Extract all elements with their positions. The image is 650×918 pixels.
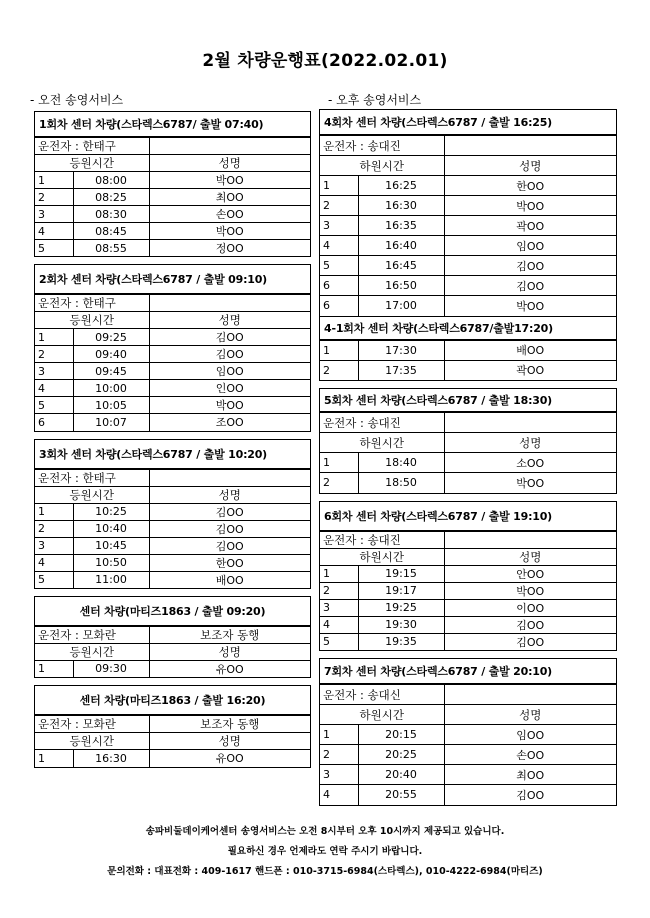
row-number: 1: [35, 750, 73, 767]
driver-name: 운전자 : 한태구: [35, 138, 149, 155]
schedule-block: [319, 316, 617, 382]
pickup-time: 10:50: [73, 554, 149, 571]
pickup-time: 08:55: [73, 240, 149, 257]
passenger-name: 손OO: [444, 745, 616, 765]
footer: [0, 822, 650, 882]
driver-name: 운전자 : 송대진: [320, 531, 444, 548]
row-number: 6: [320, 296, 358, 316]
passenger-name: 임OO: [444, 236, 616, 256]
schedule-block-title: 4회차 센터 차량(스타렉스6787 / 출발 16:25): [320, 110, 616, 135]
name-column-header: 성명: [149, 733, 310, 750]
passenger-name: 정OO: [149, 240, 310, 257]
table-row: [35, 206, 310, 223]
pickup-time: 17:30: [358, 340, 444, 360]
table-row: [35, 414, 310, 431]
pickup-time: 10:25: [73, 503, 149, 520]
row-number: 3: [35, 537, 73, 554]
row-number: 4: [320, 616, 358, 633]
schedule-table: [320, 531, 616, 651]
passenger-name: 박OO: [149, 172, 310, 189]
schedule-block-title: 3회차 센터 차량(스타렉스6787 / 출발 10:20): [35, 440, 310, 469]
row-number: 3: [320, 765, 358, 785]
table-row: [35, 172, 310, 189]
schedule-block: [319, 388, 617, 494]
pickup-time: 20:40: [358, 765, 444, 785]
pickup-time: 08:25: [73, 189, 149, 206]
row-number: 1: [35, 660, 73, 677]
schedule-block-title: 5회차 센터 차량(스타렉스6787 / 출발 18:30): [320, 389, 616, 412]
row-number: 2: [320, 745, 358, 765]
passenger-name: 김OO: [444, 616, 616, 633]
pickup-time: 16:50: [358, 276, 444, 296]
pickup-time: 08:45: [73, 223, 149, 240]
schedule-block-title: 센터 차량(마티즈1863 / 출발 16:20): [35, 686, 310, 715]
driver-name: 운전자 : 모화란: [35, 626, 149, 643]
row-number: 3: [35, 363, 73, 380]
header-row: [320, 156, 616, 176]
driver-name: 운전자 : 송대신: [320, 685, 444, 705]
table-row: [35, 329, 310, 346]
schedule-block: [319, 109, 617, 316]
assistant-note: [444, 136, 616, 156]
passenger-name: 곽OO: [444, 360, 616, 380]
row-number: 2: [35, 346, 73, 363]
pickup-time: 19:15: [358, 565, 444, 582]
time-column-header: 등원시간: [35, 643, 149, 660]
passenger-name: 김OO: [149, 520, 310, 537]
table-row: [35, 363, 310, 380]
row-number: 5: [320, 633, 358, 650]
table-row: [320, 616, 616, 633]
time-column-header: 등원시간: [35, 155, 149, 172]
pickup-time: 19:25: [358, 599, 444, 616]
passenger-name: 박OO: [444, 582, 616, 599]
table-row: [320, 216, 616, 236]
row-number: 3: [320, 216, 358, 236]
schedule-block: [34, 685, 311, 768]
table-row: [320, 276, 616, 296]
table-row: [35, 537, 310, 554]
row-number: 4: [35, 554, 73, 571]
afternoon-schedule-column: [319, 109, 617, 813]
row-number: 2: [320, 360, 358, 380]
passenger-name: 김OO: [149, 503, 310, 520]
schedule-block: [34, 439, 311, 589]
passenger-name: 곽OO: [444, 216, 616, 236]
driver-name: 운전자 : 모화란: [35, 716, 149, 733]
header-row: [35, 733, 310, 750]
name-column-header: 성명: [444, 548, 616, 565]
name-column-header: 성명: [444, 156, 616, 176]
pickup-time: 10:40: [73, 520, 149, 537]
pickup-time: 09:40: [73, 346, 149, 363]
table-row: [35, 240, 310, 257]
row-number: 2: [320, 196, 358, 216]
pickup-time: 10:07: [73, 414, 149, 431]
pickup-time: 16:35: [358, 216, 444, 236]
pickup-time: 16:40: [358, 236, 444, 256]
pickup-time: 10:45: [73, 537, 149, 554]
passenger-name: 소OO: [444, 453, 616, 473]
row-number: 4: [320, 236, 358, 256]
schedule-table: [320, 412, 616, 493]
page-title: 2월 차량운행표(2022.02.01): [202, 51, 448, 71]
passenger-name: 박OO: [444, 473, 616, 493]
passenger-name: 박OO: [444, 296, 616, 316]
table-row: [320, 236, 616, 256]
row-number: 1: [320, 565, 358, 582]
pickup-time: 19:30: [358, 616, 444, 633]
table-row: [35, 380, 310, 397]
schedule-table: [35, 294, 310, 431]
pickup-time: 19:17: [358, 582, 444, 599]
driver-row: [35, 716, 310, 733]
pickup-time: 18:40: [358, 453, 444, 473]
table-row: [35, 660, 310, 677]
table-row: [35, 346, 310, 363]
table-row: [320, 725, 616, 745]
schedule-table: [320, 135, 616, 316]
row-number: 1: [320, 725, 358, 745]
pickup-time: 08:00: [73, 172, 149, 189]
time-column-header: 하원시간: [320, 433, 444, 453]
passenger-name: 박OO: [149, 223, 310, 240]
header-row: [320, 548, 616, 565]
driver-name: 운전자 : 한태구: [35, 295, 149, 312]
driver-row: [35, 295, 310, 312]
row-number: 5: [35, 571, 73, 588]
row-number: 3: [35, 206, 73, 223]
passenger-name: 김OO: [444, 276, 616, 296]
row-number: 5: [35, 240, 73, 257]
passenger-name: 김OO: [149, 329, 310, 346]
passenger-name: 이OO: [444, 599, 616, 616]
table-row: [35, 554, 310, 571]
pickup-time: 17:35: [358, 360, 444, 380]
passenger-name: 손OO: [149, 206, 310, 223]
assistant-note: [149, 138, 310, 155]
row-number: 2: [35, 189, 73, 206]
schedule-block-title: 6회차 센터 차량(스타렉스6787 / 출발 19:10): [320, 502, 616, 531]
pickup-time: 16:30: [358, 196, 444, 216]
morning-schedule-column: [34, 111, 311, 775]
table-row: [320, 473, 616, 493]
name-column-header: 성명: [149, 312, 310, 329]
row-number: 3: [320, 599, 358, 616]
pickup-time: 09:25: [73, 329, 149, 346]
time-column-header: 등원시간: [35, 312, 149, 329]
table-row: [320, 745, 616, 765]
schedule-block: [319, 658, 617, 806]
driver-row: [320, 413, 616, 433]
schedule-table: [320, 340, 616, 381]
name-column-header: 성명: [444, 705, 616, 725]
name-column-header: 성명: [149, 643, 310, 660]
pickup-time: 11:00: [73, 571, 149, 588]
row-number: 1: [35, 172, 73, 189]
pickup-time: 08:30: [73, 206, 149, 223]
assistant-note: [149, 469, 310, 486]
pickup-time: 20:55: [358, 785, 444, 805]
assistant-note: 보조자 동행: [149, 626, 310, 643]
table-row: [35, 503, 310, 520]
morning-section-label: - 오전 송영서비스: [30, 93, 124, 107]
assistant-note: [149, 295, 310, 312]
passenger-name: 안OO: [444, 565, 616, 582]
row-number: 4: [320, 785, 358, 805]
schedule-table: [35, 715, 310, 767]
pickup-time: 16:45: [358, 256, 444, 276]
passenger-name: 한OO: [444, 176, 616, 196]
driver-row: [320, 136, 616, 156]
header-row: [35, 486, 310, 503]
driver-name: 운전자 : 송대진: [320, 413, 444, 433]
pickup-time: 20:25: [358, 745, 444, 765]
header-row: [320, 433, 616, 453]
row-number: 2: [35, 520, 73, 537]
driver-row: [35, 626, 310, 643]
passenger-name: 김OO: [444, 256, 616, 276]
passenger-name: 배OO: [444, 340, 616, 360]
table-row: [320, 453, 616, 473]
pickup-time: 09:45: [73, 363, 149, 380]
schedule-block: [34, 596, 311, 679]
time-column-header: 등원시간: [35, 733, 149, 750]
pickup-time: 10:05: [73, 397, 149, 414]
schedule-block: [34, 264, 311, 432]
pickup-time: 10:00: [73, 380, 149, 397]
row-number: 1: [320, 176, 358, 196]
passenger-name: 김OO: [149, 537, 310, 554]
assistant-note: [444, 531, 616, 548]
name-column-header: 성명: [444, 433, 616, 453]
table-row: [320, 360, 616, 380]
time-column-header: 하원시간: [320, 548, 444, 565]
table-row: [320, 296, 616, 316]
driver-row: [320, 685, 616, 705]
footer-phone-numbers: 문의전화 : 대표전화 : 409-1617 핸드폰 : 010-3715-6984(스타렉스), 010-4222-6984(마티즈): [107, 866, 543, 877]
table-row: [320, 599, 616, 616]
pickup-time: 16:30: [73, 750, 149, 767]
schedule-table: [35, 469, 310, 588]
assistant-note: [444, 413, 616, 433]
schedule-block-title: 센터 차량(마티즈1863 / 출발 09:20): [35, 597, 310, 626]
table-row: [320, 256, 616, 276]
table-row: [320, 785, 616, 805]
row-number: 4: [35, 223, 73, 240]
passenger-name: 조OO: [149, 414, 310, 431]
assistant-note: [444, 685, 616, 705]
table-row: [320, 196, 616, 216]
table-row: [35, 189, 310, 206]
passenger-name: 김OO: [444, 633, 616, 650]
row-number: 1: [320, 453, 358, 473]
name-column-header: 성명: [149, 155, 310, 172]
pickup-time: 18:50: [358, 473, 444, 493]
pickup-time: 20:15: [358, 725, 444, 745]
row-number: 2: [320, 473, 358, 493]
pickup-time: 09:30: [73, 660, 149, 677]
schedule-block-title: 2회차 센터 차량(스타렉스6787 / 출발 09:10): [35, 265, 310, 294]
row-number: 1: [320, 340, 358, 360]
schedule-block-title: 7회차 센터 차량(스타렉스6787 / 출발 20:10): [320, 659, 616, 684]
schedule-block: [34, 111, 311, 257]
pickup-time: 17:00: [358, 296, 444, 316]
passenger-name: 한OO: [149, 554, 310, 571]
name-column-header: 성명: [149, 486, 310, 503]
passenger-name: 김OO: [149, 346, 310, 363]
pickup-time: 19:35: [358, 633, 444, 650]
row-number: 6: [35, 414, 73, 431]
passenger-name: 최OO: [149, 189, 310, 206]
afternoon-section-label: - 오후 송영서비스: [328, 93, 422, 107]
schedule-table: [35, 626, 310, 678]
table-row: [35, 223, 310, 240]
passenger-name: 임OO: [149, 363, 310, 380]
footer-service-hours: 송파비둘데이케어센터 송영서비스는 오전 8시부터 오후 10시까지 제공되고 있습니다.: [145, 826, 505, 837]
time-column-header: 하원시간: [320, 705, 444, 725]
schedule-block-title: 4-1회차 센터 차량(스타렉스6787/출발17:20): [320, 317, 616, 340]
passenger-name: 인OO: [149, 380, 310, 397]
table-row: [35, 571, 310, 588]
table-row: [35, 750, 310, 767]
table-row: [320, 565, 616, 582]
driver-row: [35, 138, 310, 155]
passenger-name: 유OO: [149, 750, 310, 767]
time-column-header: 등원시간: [35, 486, 149, 503]
time-column-header: 하원시간: [320, 156, 444, 176]
row-number: 4: [35, 380, 73, 397]
table-row: [320, 765, 616, 785]
row-number: 5: [320, 256, 358, 276]
table-row: [320, 633, 616, 650]
pickup-time: 16:25: [358, 176, 444, 196]
passenger-name: 최OO: [444, 765, 616, 785]
driver-row: [320, 531, 616, 548]
header-row: [35, 643, 310, 660]
passenger-name: 박OO: [149, 397, 310, 414]
driver-name: 운전자 : 송대진: [320, 136, 444, 156]
assistant-note: 보조자 동행: [149, 716, 310, 733]
footer-contact-note: 필요하신 경우 언제라도 연락 주시기 바랍니다.: [227, 846, 423, 857]
driver-name: 운전자 : 한태구: [35, 469, 149, 486]
passenger-name: 임OO: [444, 725, 616, 745]
row-number: 5: [35, 397, 73, 414]
row-number: 6: [320, 276, 358, 296]
schedule-table: [320, 684, 616, 805]
row-number: 1: [35, 329, 73, 346]
passenger-name: 김OO: [444, 785, 616, 805]
header-row: [35, 312, 310, 329]
row-number: 2: [320, 582, 358, 599]
schedule-block-title: 1회차 센터 차량(스타렉스6787/ 출발 07:40): [35, 112, 310, 137]
passenger-name: 박OO: [444, 196, 616, 216]
table-row: [320, 176, 616, 196]
driver-row: [35, 469, 310, 486]
table-row: [35, 520, 310, 537]
header-row: [320, 705, 616, 725]
schedule-block: [319, 501, 617, 652]
table-row: [320, 582, 616, 599]
schedule-table: [35, 137, 310, 256]
table-row: [35, 397, 310, 414]
row-number: 1: [35, 503, 73, 520]
passenger-name: 배OO: [149, 571, 310, 588]
table-row: [320, 340, 616, 360]
passenger-name: 유OO: [149, 660, 310, 677]
header-row: [35, 155, 310, 172]
